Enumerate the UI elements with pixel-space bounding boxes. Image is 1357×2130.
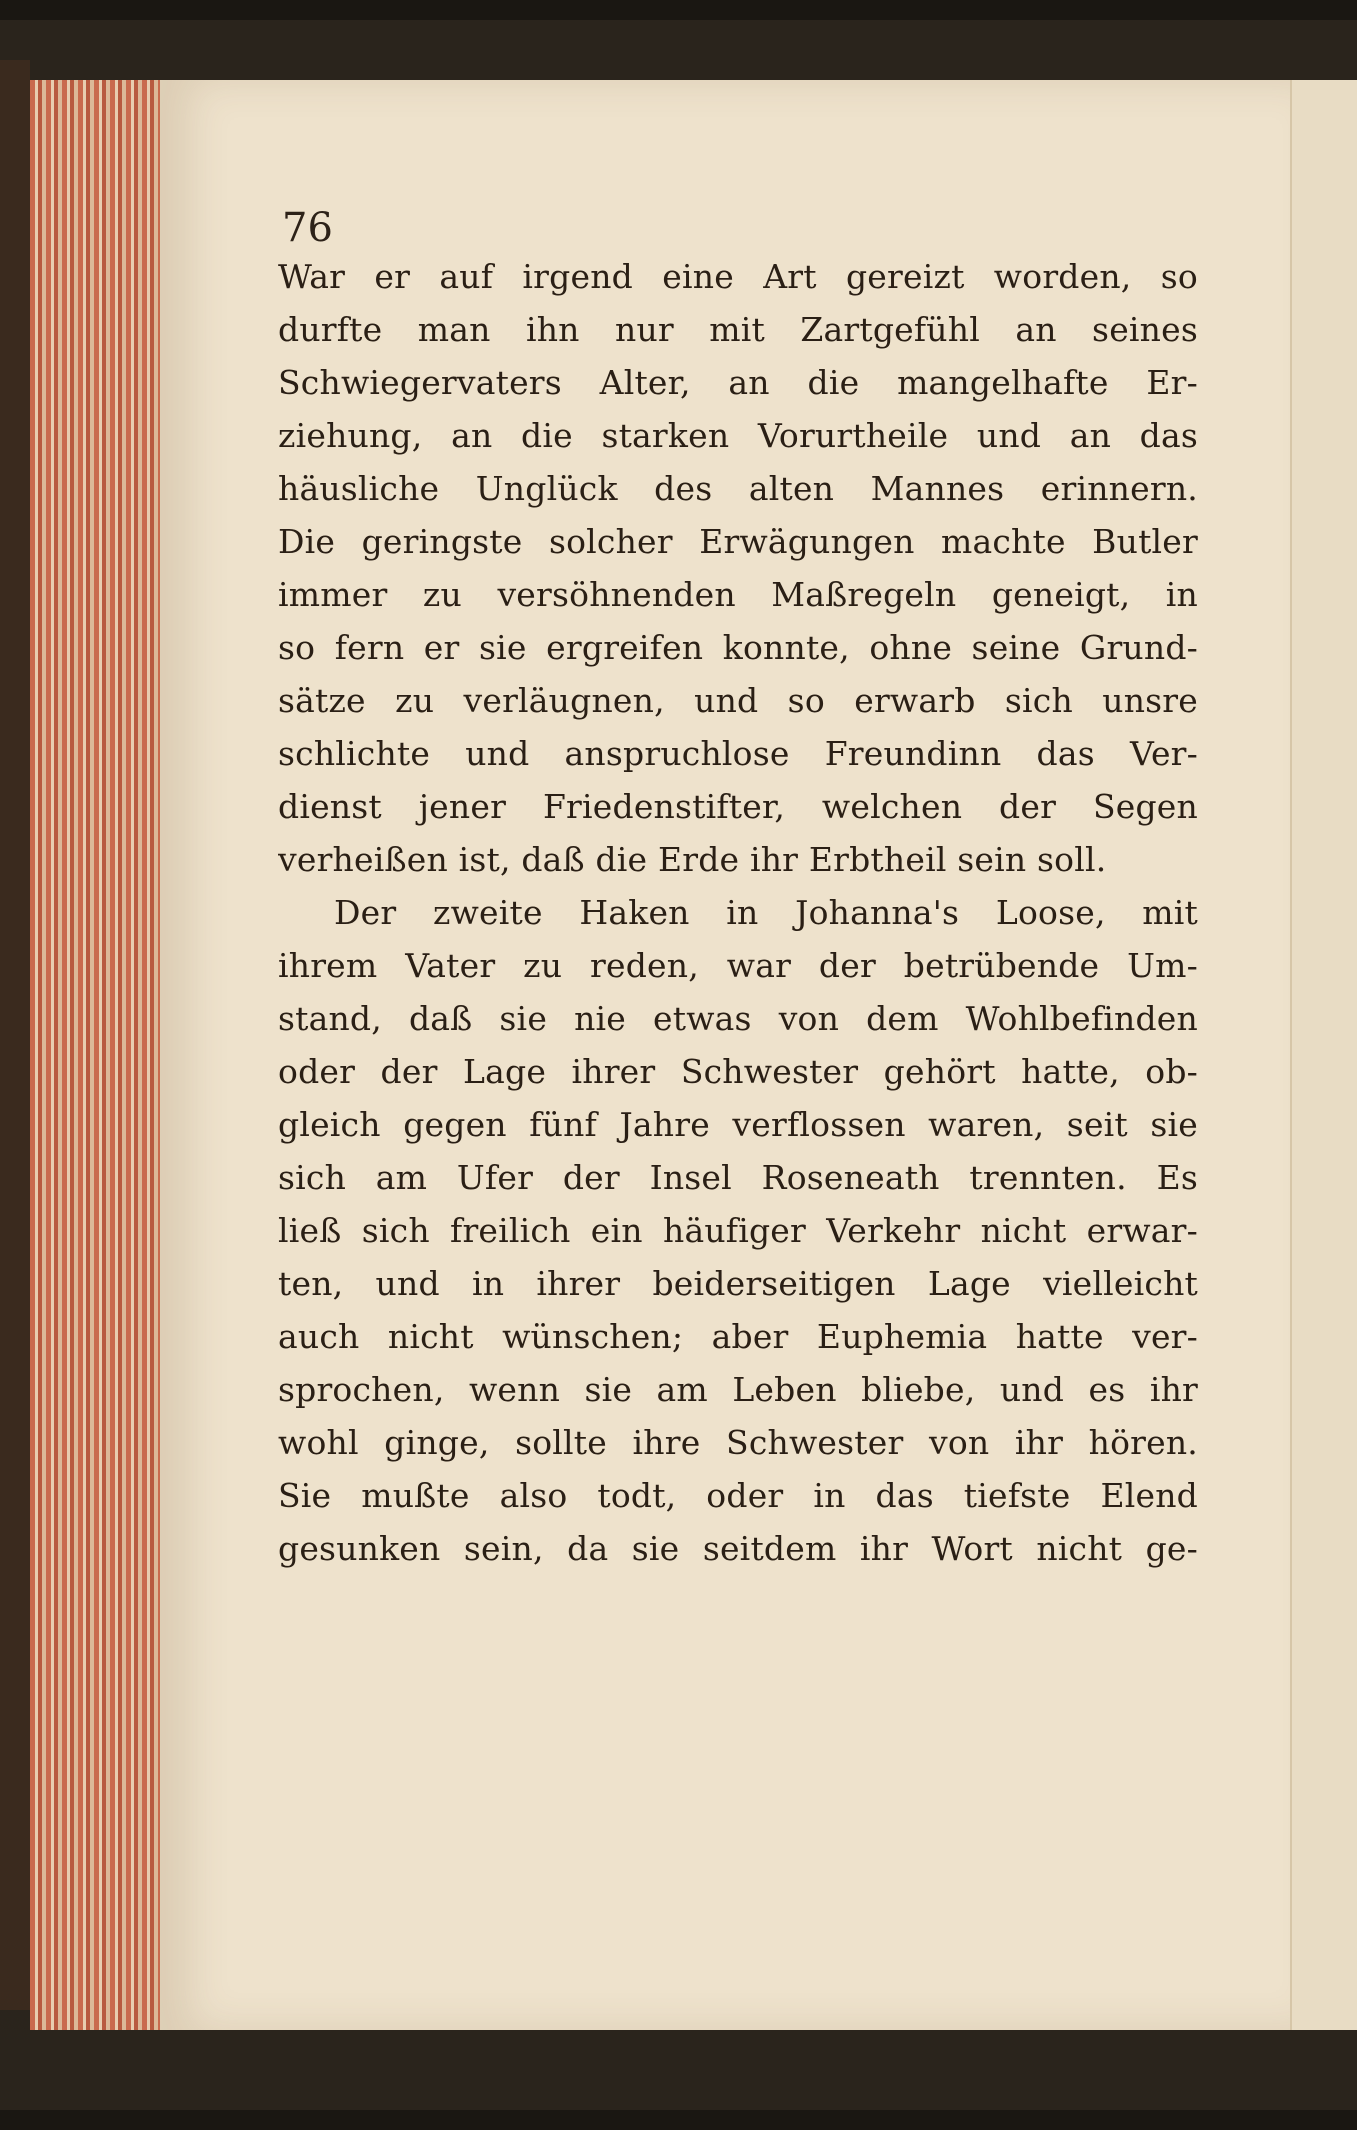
text-line: wohl ginge, sollte ihre Schwester von ihr hören. [278, 1423, 1198, 1462]
text-line: ließ sich freilich ein häufiger Verkehr nicht erwar- [278, 1211, 1198, 1250]
text-line: durfte man ihn nur mit Zartgefühl an seines [278, 310, 1198, 349]
text-line: ziehung, an die starken Vorurtheile und an das [278, 416, 1198, 455]
page-number: 76 [282, 205, 333, 251]
text-line: ihrem Vater zu reden, war der betrübende Um- [278, 946, 1198, 985]
text-line: schlichte und anspruchlose Freundinn das Ver- [278, 734, 1198, 773]
text-line: oder der Lage ihrer Schwester gehört hatte, ob- [278, 1052, 1198, 1091]
text-line: ten, und in ihrer beiderseitigen Lage vielleicht [278, 1264, 1198, 1303]
text-line: Schwiegervaters Alter, an die mangelhafte Er- [278, 363, 1198, 402]
text-line: häusliche Unglück des alten Mannes erinnern. [278, 469, 1198, 508]
text-line: Der zweite Haken in Johanna's Loose, mit [334, 893, 1198, 932]
text-line: War er auf irgend eine Art gereizt worden, so [278, 257, 1198, 296]
text-line: Die geringste solcher Erwägungen machte Butler [278, 522, 1198, 561]
book-cover-edge [0, 60, 30, 2010]
text-line: stand, daß sie nie etwas von dem Wohlbefinden [278, 999, 1198, 1038]
text-line: gleich gegen fünf Jahre verflossen waren, seit sie [278, 1105, 1198, 1144]
body-text [278, 250, 1198, 1575]
text-line: sich am Ufer der Insel Roseneath trennten. Es [278, 1158, 1198, 1197]
text-line: so fern er sie ergreifen konnte, ohne seine Grund- [278, 628, 1198, 667]
text-line: dienst jener Friedenstifter, welchen der Segen [278, 787, 1198, 826]
page-edges [30, 80, 170, 2030]
text-line: Sie mußte also todt, oder in das tiefste Elend [278, 1476, 1198, 1515]
text-line: verheißen ist, daß die Erde ihr Erbtheil sein soll. [278, 840, 1107, 879]
text-line: gesunken sein, da sie seitdem ihr Wort nicht ge- [278, 1529, 1198, 1568]
text-line: immer zu versöhnenden Maßregeln geneigt, in [278, 575, 1198, 614]
text-line: sprochen, wenn sie am Leben bliebe, und es ihr [278, 1370, 1198, 1409]
text-line: sätze zu verläugnen, und so erwarb sich unsre [278, 681, 1198, 720]
text-line: auch nicht wünschen; aber Euphemia hatte ver- [278, 1317, 1198, 1356]
facing-page-edge [1290, 80, 1357, 2030]
